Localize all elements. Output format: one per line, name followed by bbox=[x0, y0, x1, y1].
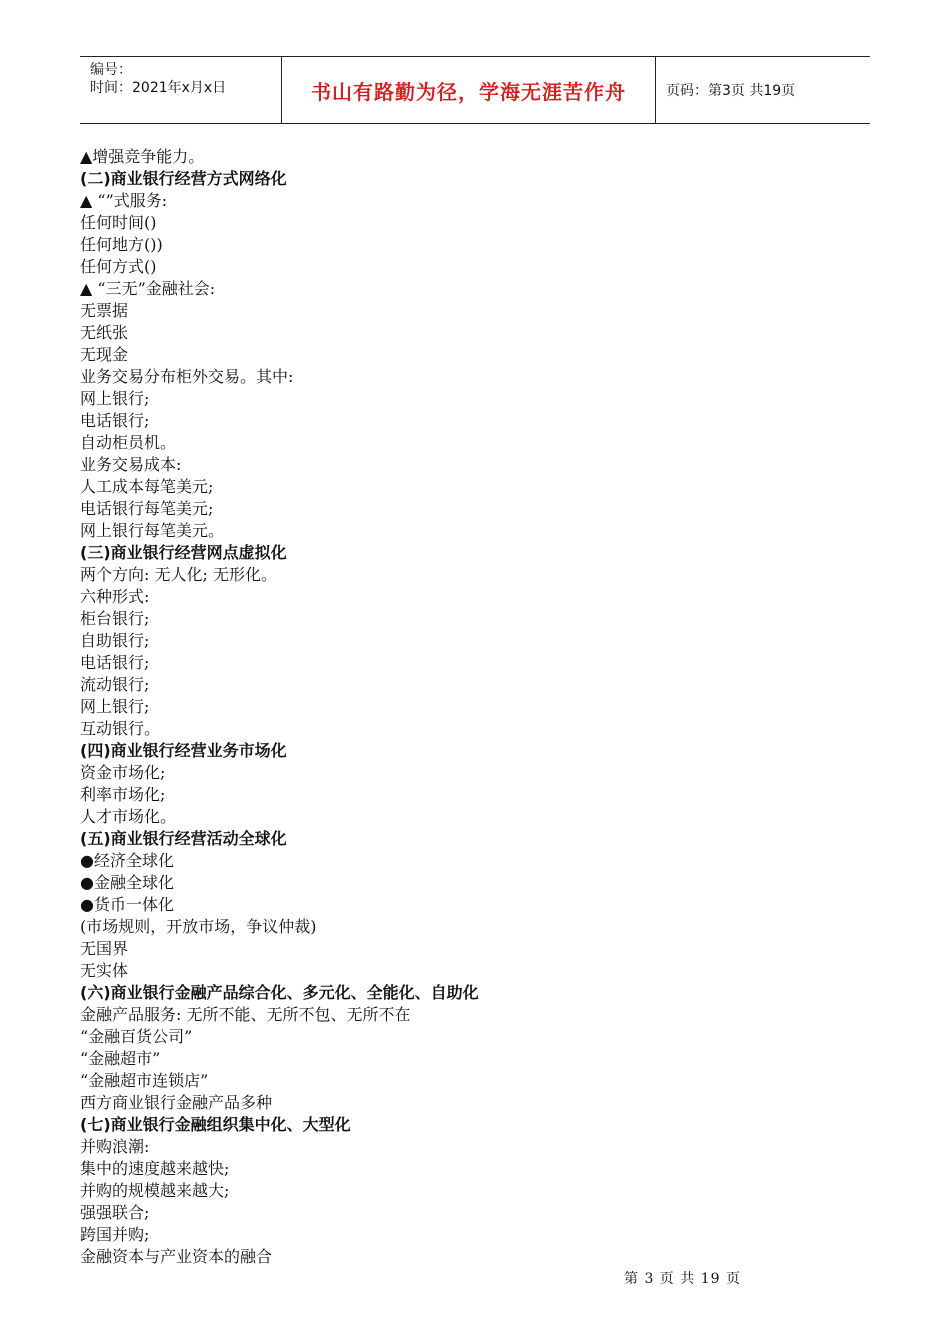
body-line: ▲增强竞争能力。 bbox=[80, 147, 205, 166]
body-line: 六种形式: bbox=[80, 587, 150, 606]
section-heading: (二)商业银行经营方式网络化 bbox=[80, 169, 287, 188]
body-line: 人才市场化。 bbox=[80, 807, 177, 826]
body-line: 任何方式() bbox=[80, 257, 157, 276]
body-line: 电话银行每笔美元; bbox=[80, 499, 214, 518]
section-heading: (四)商业银行经营业务市场化 bbox=[80, 741, 287, 760]
body-line: 并购浪潮: bbox=[80, 1137, 150, 1156]
body-line: 无实体 bbox=[80, 961, 129, 980]
body-line: 强强联合; bbox=[80, 1203, 150, 1222]
body-line: 柜台银行; bbox=[80, 609, 150, 628]
section-heading: (五)商业银行经营活动全球化 bbox=[80, 829, 287, 848]
page-footer: 第 3 页 共 19 页 bbox=[624, 1271, 741, 1287]
body-line: ▲ “”式服务: bbox=[80, 191, 168, 210]
header-meta bbox=[80, 57, 282, 123]
body-line: 自助银行; bbox=[80, 631, 150, 650]
body-line: 网上银行每笔美元。 bbox=[80, 521, 225, 540]
body-line: 无纸张 bbox=[80, 323, 129, 342]
body-line: 业务交易成本: bbox=[80, 455, 182, 474]
body-line: 金融产品服务: 无所不能、无所不包、无所不在 bbox=[80, 1005, 411, 1024]
body-line: 无国界 bbox=[80, 939, 129, 958]
header-motto: 书山有路勤为径，学海无涯苦作舟 bbox=[282, 57, 656, 123]
body-line: 流动银行; bbox=[80, 675, 150, 694]
section-heading: (七)商业银行金融组织集中化、大型化 bbox=[80, 1115, 351, 1134]
body-line: 业务交易分布柜外交易。其中: bbox=[80, 367, 294, 386]
body-line: 资金市场化; bbox=[80, 763, 166, 782]
body-line: 金融资本与产业资本的融合 bbox=[80, 1247, 273, 1266]
body-line: 自动柜员机。 bbox=[80, 433, 177, 452]
document-number-label: 编号： bbox=[90, 62, 132, 78]
page-header bbox=[80, 56, 870, 124]
body-line: 集中的速度越来越快; bbox=[80, 1159, 230, 1178]
body-line: 网上银行; bbox=[80, 389, 150, 408]
body-line: 并购的规模越来越大; bbox=[80, 1181, 230, 1200]
body-line: ▲ “三无”金融社会: bbox=[80, 279, 216, 298]
body-line: 无票据 bbox=[80, 301, 129, 320]
body-line: 利率市场化; bbox=[80, 785, 166, 804]
body-line: 电话银行; bbox=[80, 653, 150, 672]
body-line: 西方商业银行金融产品多种 bbox=[80, 1093, 273, 1112]
body-line: “金融超市” bbox=[80, 1049, 161, 1068]
body-line: ●货币一体化 bbox=[80, 895, 174, 914]
body-line: 电话银行; bbox=[80, 411, 150, 430]
section-heading: (六)商业银行金融产品综合化、多元化、全能化、自助化 bbox=[80, 983, 479, 1002]
body-line: 两个方向: 无人化; 无形化。 bbox=[80, 565, 277, 584]
header-page-info: 页码：第3页 共19页 bbox=[666, 83, 796, 99]
body-line: “金融超市连锁店” bbox=[80, 1071, 209, 1090]
body-line: ●经济全球化 bbox=[80, 851, 174, 870]
body-line: (市场规则，开放市场，争议仲裁) bbox=[80, 917, 317, 936]
section-heading: (三)商业银行经营网点虚拟化 bbox=[80, 543, 287, 562]
body-line: 任何时间() bbox=[80, 213, 157, 232]
document-time-label: 时间：2021年x月x日 bbox=[90, 80, 227, 96]
body-line: 跨国并购; bbox=[80, 1225, 150, 1244]
body-line: 人工成本每笔美元; bbox=[80, 477, 214, 496]
body-line: 任何地方()) bbox=[80, 235, 163, 254]
document-body bbox=[80, 146, 870, 1268]
body-line: 互动银行。 bbox=[80, 719, 161, 738]
body-line: 无现金 bbox=[80, 345, 129, 364]
body-line: 网上银行; bbox=[80, 697, 150, 716]
body-line: “金融百货公司” bbox=[80, 1027, 193, 1046]
body-line: ●金融全球化 bbox=[80, 873, 174, 892]
